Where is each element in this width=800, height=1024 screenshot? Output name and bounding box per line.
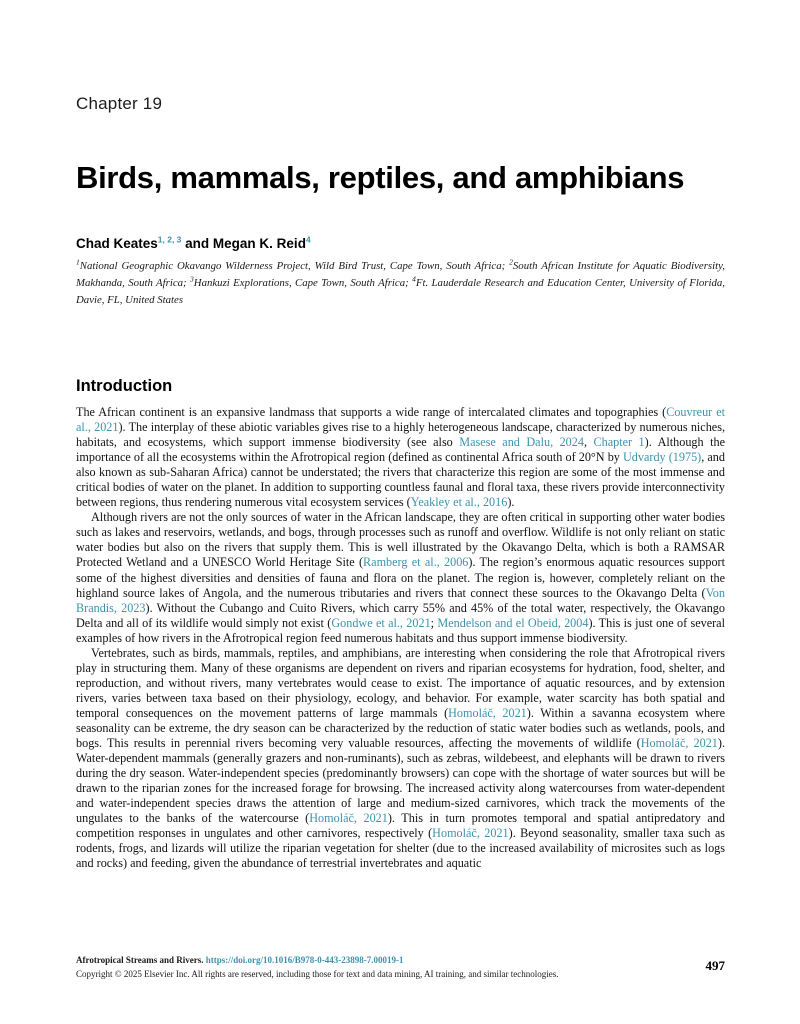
superscript-marker: 2 [509, 257, 513, 267]
paragraph [76, 646, 725, 872]
copyright-line: Copyright © 2025 Elsevier Inc. All rights are reserved, including those for text and data mining, AI training, and similar technologies. [76, 968, 559, 979]
text-run: ). [507, 495, 515, 510]
affiliations [76, 258, 725, 308]
paragraph [76, 405, 725, 510]
text-run: National Geographic Okavango Wilderness Project, Wild Bird Trust, Cape Town, South Africa; [79, 260, 510, 272]
body-paragraphs [76, 405, 725, 871]
citation-link[interactable]: Von Brandis, 2023 [76, 585, 725, 615]
text-run: ). This in turn promotes temporal and spatial antipredatory and competition responses in ungulates and other carnivores, respectively ( [76, 811, 725, 841]
chapter-title: Birds, mammals, reptiles, and amphibians [76, 160, 685, 195]
superscript-marker: 1 [76, 257, 80, 267]
text-run: Chad Keates [76, 236, 158, 251]
text-run: , and also known as sub-Saharan Africa) cannot be understated; the rivers that characterize this region are some of the most immense and critical bodies of water on the planet. In addition to supporting countless faunal and floral taxa, these rivers provide interconnectivity between regions, thus rendering numerous vital ecosystem services ( [76, 450, 725, 510]
text-run: ; [430, 615, 438, 630]
citation-link[interactable]: Homoláč, 2021 [640, 736, 718, 751]
superscript-marker: 3 [190, 274, 194, 284]
footer-text-block [76, 954, 558, 981]
text-run: , [583, 435, 594, 450]
text-run: and Megan K. Reid [181, 236, 306, 251]
superscript-marker: 4 [412, 274, 416, 284]
citation-link[interactable]: Udvardy (1975) [623, 450, 702, 465]
footer-citation-line [76, 954, 558, 968]
citation-link[interactable]: Ramberg et al., 2006 [363, 555, 469, 570]
citation-link[interactable]: Chapter 1 [593, 435, 645, 450]
text-run: ). Water-dependent mammals (generally grazers and non-ruminants), such as zebras, wildebeest, and elephants will be drawn to rivers during the dry season. Water-independent species (predominantly browsers) can cope with the shortage of water sources but will be drawn to the riparian zones for the increased forage for browsing. The increased activity along watercourses from water-dependent and water-independent species draws the attention of large and medium-sized carnivores, which track the movements of the ungulates to the banks of the watercourse ( [76, 736, 725, 826]
text-run: ). The interplay of these abiotic variables gives rise to a highly heterogeneous landscape, characterized by numerous niches, habitats, and ecosystems, which support immense biodiversity (see also [76, 420, 726, 450]
citation-link[interactable]: 1, 2, 3 [157, 234, 182, 245]
page-footer [76, 954, 725, 981]
citation-link[interactable]: Couvreur et al., 2021 [76, 405, 725, 435]
page-number: 497 [705, 958, 725, 973]
citation-link[interactable]: Gondwe et al., 2021 [331, 615, 431, 630]
citation-link[interactable]: Homoláč, 2021 [432, 826, 509, 841]
text-run: ). Without the Cubango and Cuito Rivers, which carry 55% and 45% of the total water, respectively, the Okavango Delta and all of its wildlife would simply not exist ( [76, 600, 725, 630]
citation-link[interactable]: Masese and Dalu, 2024 [459, 435, 584, 450]
text-run: ). Beyond seasonality, smaller taxa such as rodents, frogs, and lizards will utilize the riparian vegetation for shelter (due to the increased availability of microsites such as logs and rocks) and feeding, given the abundance of terrestrial invertebrates and aquatic [76, 826, 725, 871]
text-run: The African continent is an expansive landmass that supports a wide range of intercalated climates and topographies ( [76, 405, 667, 419]
paragraph [76, 510, 725, 645]
text-run: ). Although the importance of all the ecosystems within the Afrotropical region (defined as continental Africa south of 20°N by [76, 435, 725, 465]
text-run: Hankuzi Explorations, Cape Town, South Africa; [193, 276, 413, 289]
citation-link[interactable]: Mendelson and el Obeid, 2004 [437, 615, 589, 630]
authors-line [76, 236, 725, 251]
citation-link[interactable]: Homoláč, 2021 [448, 705, 527, 720]
citation-link[interactable]: 4 [305, 234, 311, 245]
text-run: ). The region’s enormous aquatic resources support some of the highest diversities and densities of fauna and flora on the planet. The region is, however, completely reliant on the highland source lakes of Angola, and the numerous tributaries and rivers that connect these sources to the Okavango Delta ( [76, 555, 726, 600]
text-run: Vertebrates, such as birds, mammals, reptiles, and amphibians, are interesting when considering the role that Afrotropical rivers play in structuring them. Many of these organisms are dependent on rivers and riparian ecosystems for hydration, food, shelter, and reproduction, and without rivers, many vertebrates would cease to exist. The importance of aquatic resources, and by extension rivers, varies between taxa based on their physiology, ecology, and behavior. For example, water scarcity has both spatial and temporal consequences on the movement patterns of large mammals ( [76, 645, 725, 720]
citation-link[interactable]: Yeakley et al., 2016 [410, 495, 508, 510]
section-heading-introduction: Introduction [76, 377, 173, 395]
text-run: ). This is just one of several examples of how rivers in the Afrotropical region feed numerous habitats and thus support immense biodiversity. [76, 615, 725, 645]
text-run: South African Institute for Aquatic Biodiversity, Makhanda, South Africa; [76, 260, 725, 289]
text-run: ). Within a savanna ecosystem where seasonality can be extreme, the dry season can be characterized by the reduction of static water bodies such as wetlands, pools, and bogs. This results in perennial rivers becoming very valuable resources, affecting the movements of wildlife ( [76, 705, 725, 751]
citation-link[interactable]: Homoláč, 2021 [309, 811, 388, 826]
footer-book-title: Afrotropical Streams and Rivers. [76, 955, 204, 965]
text-run: Ft. Lauderdale Research and Education Center, University of Florida, Davie, FL, United States [76, 276, 725, 306]
doi-link[interactable]: https://doi.org/10.1016/B978-0-443-23898-7.00019-1 [205, 955, 404, 965]
text-run: Although rivers are not the only sources of water in the African landscape, they are often critical in supporting other water bodies such as lakes and reservoirs, wetlands, and bogs, through processes such as runoff and overflow. Wildlife is not only reliant on static water bodies but also on the rivers that supply them. This is well illustrated by the Okavango Delta, which is both a RAMSAR Protected Wetland and a UNESCO World Heritage Site ( [76, 510, 725, 570]
chapter-label: Chapter 19 [76, 94, 163, 113]
